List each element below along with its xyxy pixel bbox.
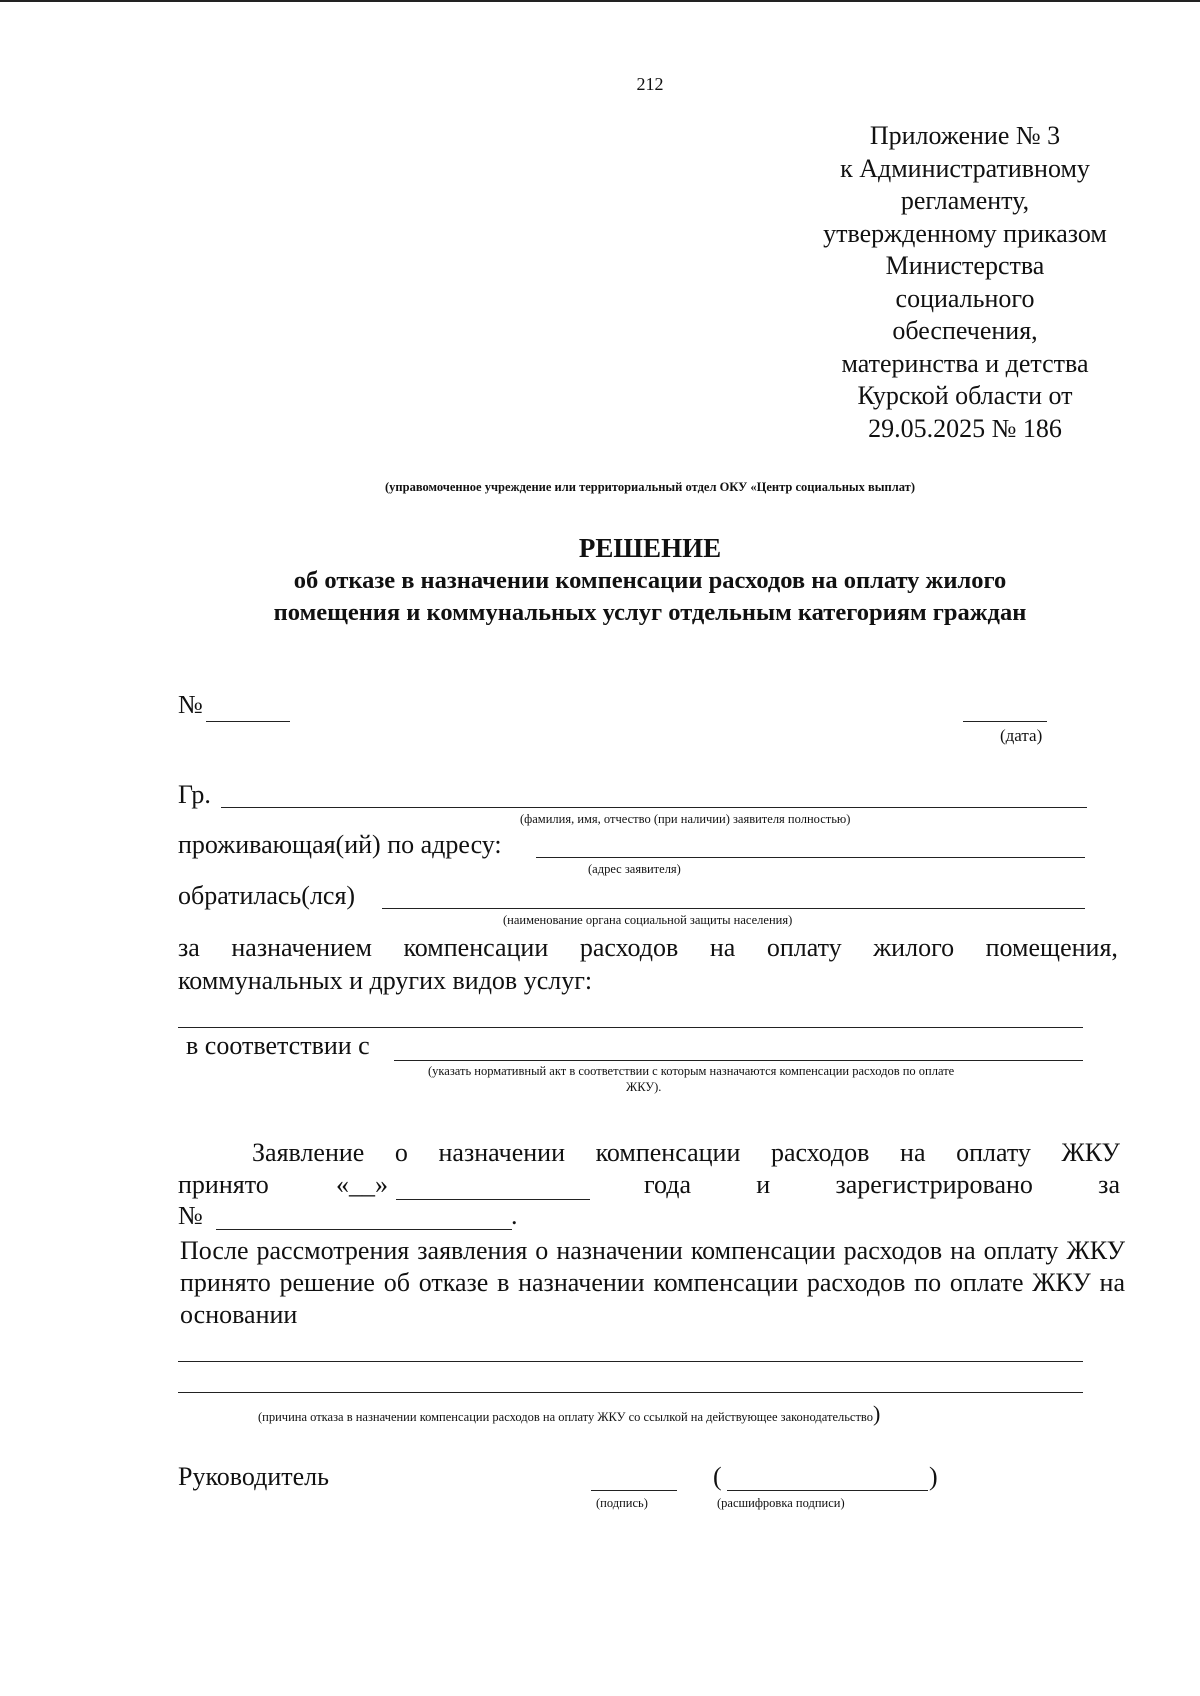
statement-word: и — [756, 1170, 771, 1199]
head-label: Руководитель — [178, 1462, 329, 1491]
purpose-word: жилого — [873, 933, 955, 962]
decode-open-paren: ( — [713, 1462, 722, 1491]
statement-word: расходов — [770, 1138, 870, 1167]
purpose-word: назначением — [231, 933, 372, 962]
accordance-caption-line-1: (указать нормативный акт в соответствии с которым назначаются компенсации расходов по оплате — [428, 1064, 955, 1078]
statement-word: Заявление — [252, 1138, 365, 1167]
applied-organ-field[interactable] — [382, 908, 1085, 909]
top-border-line — [0, 0, 1200, 2]
accepted-label: принято — [178, 1170, 269, 1199]
appendix-line: Курской области от — [857, 381, 1073, 410]
date-caption: (дата) — [1000, 726, 1043, 745]
number-field[interactable] — [206, 721, 290, 722]
address-field[interactable] — [536, 857, 1085, 858]
document-title: РЕШЕНИЕ — [578, 533, 722, 563]
decode-close-paren: ) — [929, 1462, 938, 1491]
after-review-paragraph: После рассмотрения заявления о назначении компенсации расходов на оплату ЖКУ принято решение об отказе в назначении компенсации расходов по оплате ЖКУ на основании — [180, 1236, 1125, 1329]
statement-word: года — [644, 1170, 692, 1199]
reason-field-line-2[interactable] — [178, 1392, 1083, 1393]
decode-caption: (расшифровка подписи) — [717, 1496, 845, 1510]
date-field[interactable] — [963, 721, 1047, 722]
statement-word: назначении — [438, 1138, 565, 1167]
document-subtitle — [190, 565, 1110, 629]
citizen-name-field[interactable] — [221, 807, 1087, 808]
appendix-line: Министерства — [885, 251, 1045, 280]
purpose-word: за — [178, 933, 200, 962]
accordance-field[interactable] — [394, 1060, 1083, 1061]
statement-line-2-tail — [644, 1170, 1120, 1200]
statement-word: ЖКУ — [1061, 1138, 1120, 1167]
statement-word: за — [1098, 1170, 1120, 1199]
statement-word: о — [394, 1138, 408, 1167]
accepted-date-field[interactable] — [396, 1199, 590, 1200]
purpose-word: помещения, — [985, 933, 1118, 962]
purpose-word: на — [709, 933, 736, 962]
purpose-word: оплату — [766, 933, 842, 962]
reason-caption-close: ) — [873, 1401, 881, 1426]
number-label: № — [178, 690, 203, 719]
purpose-word: компенсации — [403, 933, 549, 962]
statement-word: на — [900, 1138, 926, 1167]
accordance-label: в соответствии с — [186, 1031, 370, 1060]
appendix-line: материнства и детства — [841, 348, 1089, 378]
appendix-line: Приложение № 3 — [869, 121, 1061, 150]
appendix-line: к Административному — [840, 153, 1090, 183]
signature-caption: (подпись) — [596, 1496, 648, 1510]
appendix-line: обеспечения, — [892, 316, 1038, 345]
statement-word: компенсации — [595, 1138, 741, 1167]
registration-number-label: № — [178, 1201, 203, 1230]
reason-caption — [258, 1401, 880, 1427]
purpose-line-1 — [178, 933, 1118, 963]
reason-caption-text: (причина отказа в назначении компенсации расходов на оплату ЖКУ со ссылкой на действующее законодательство — [258, 1410, 874, 1424]
accepted-day-quote: «__» — [336, 1170, 388, 1199]
subtitle-line: помещения и коммунальных услуг отдельным категориям граждан — [273, 599, 1027, 626]
registration-number-end: . — [511, 1201, 518, 1230]
services-field[interactable] — [178, 1027, 1083, 1028]
appendix-line: утвержденному приказом — [823, 218, 1107, 248]
statement-word: зарегистрировано — [835, 1170, 1033, 1199]
signature-field[interactable] — [591, 1490, 677, 1491]
statement-line-1 — [252, 1138, 1120, 1168]
purpose-word: расходов — [579, 933, 679, 962]
appendix-block — [795, 120, 1135, 445]
appendix-line: регламенту, — [900, 186, 1030, 215]
reason-field-line-1[interactable] — [178, 1361, 1083, 1362]
citizen-label: Гр. — [178, 780, 211, 809]
address-caption: (адрес заявителя) — [588, 862, 681, 876]
address-label: проживающая(ий) по адресу: — [178, 830, 502, 859]
organization-caption: (управомоченное учреждение или территориальный отдел ОКУ «Центр социальных выплат) — [385, 480, 915, 494]
signature-decode-field[interactable] — [727, 1490, 928, 1491]
page-number: 212 — [636, 74, 664, 94]
subtitle-line: об отказе в назначении компенсации расходов на оплату жилого — [293, 567, 1007, 594]
applied-caption: (наименование органа социальной защиты населения) — [503, 913, 793, 927]
applied-label: обратилась(лся) — [178, 881, 356, 910]
appendix-line: 29.05.2025 № 186 — [868, 413, 1062, 443]
appendix-line: социального — [895, 283, 1035, 313]
statement-word: оплату — [956, 1138, 1031, 1167]
accordance-caption-line-2: ЖКУ). — [626, 1080, 662, 1094]
citizen-caption: (фамилия, имя, отчество (при наличии) заявителя полностью) — [520, 812, 851, 826]
purpose-line-2: коммунальных и других видов услуг: — [178, 966, 593, 995]
registration-number-field[interactable] — [216, 1229, 512, 1230]
